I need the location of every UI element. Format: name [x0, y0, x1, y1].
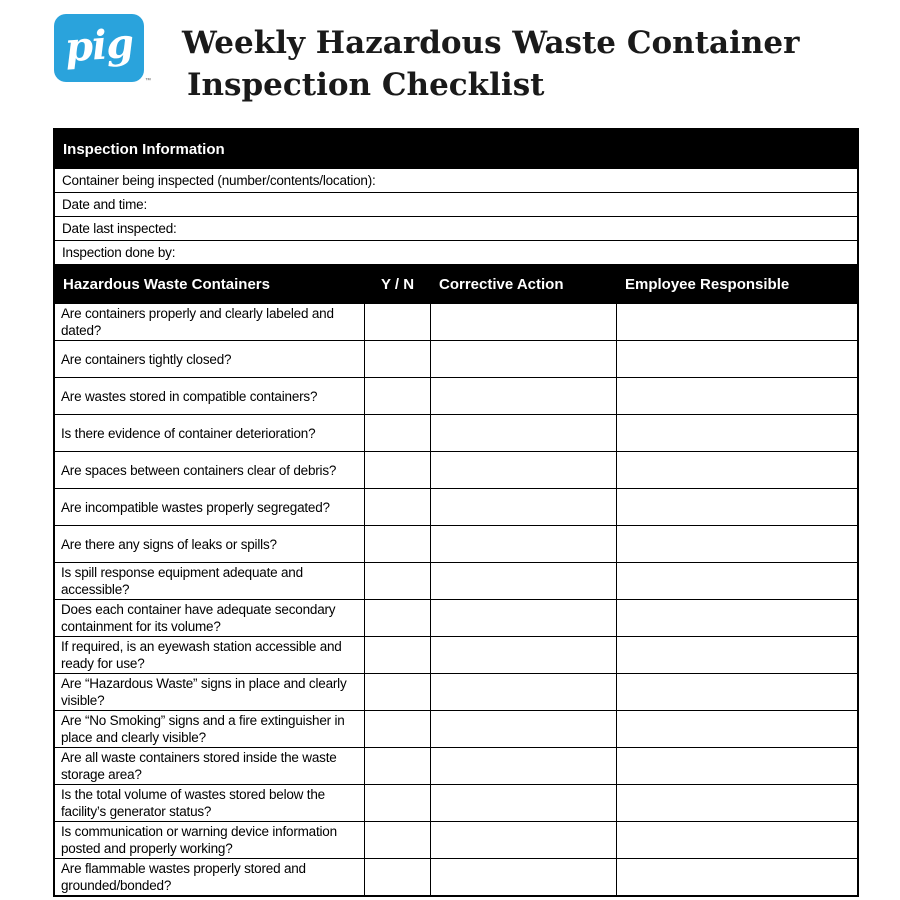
employee-responsible-cell[interactable]: [617, 526, 858, 563]
checklist-row: [55, 415, 858, 452]
checklist-row: [55, 489, 858, 526]
checklist-row: [55, 341, 858, 378]
logo-text: pig: [63, 19, 135, 72]
yn-cell[interactable]: [365, 748, 431, 785]
column-header-corrective-action: Corrective Action: [431, 265, 617, 304]
info-field-container[interactable]: Container being inspected (number/contents/location):: [55, 169, 858, 193]
question-text: Are wastes stored in compatible containers?: [55, 378, 365, 415]
info-field-inspected-by[interactable]: Inspection done by:: [55, 241, 858, 265]
corrective-action-cell[interactable]: [431, 822, 617, 859]
employee-responsible-cell[interactable]: [617, 378, 858, 415]
info-row: [55, 241, 858, 265]
corrective-action-cell[interactable]: [431, 674, 617, 711]
column-header-question: Hazardous Waste Containers: [55, 265, 365, 304]
checklist-row: [55, 674, 858, 711]
corrective-action-cell[interactable]: [431, 600, 617, 637]
yn-cell[interactable]: [365, 489, 431, 526]
corrective-action-cell[interactable]: [431, 489, 617, 526]
checklist-sheet: [53, 128, 859, 897]
question-text: Are “Hazardous Waste” signs in place and clearly visible?: [55, 674, 365, 711]
info-row: [55, 169, 858, 193]
question-text: Are there any signs of leaks or spills?: [55, 526, 365, 563]
question-text: Are incompatible wastes properly segregated?: [55, 489, 365, 526]
checklist-row: [55, 859, 858, 896]
checklist-row: [55, 637, 858, 674]
corrective-action-cell[interactable]: [431, 415, 617, 452]
inspection-table: [54, 129, 858, 896]
checklist-row: [55, 304, 858, 341]
checklist-column-headers: [55, 265, 858, 304]
yn-cell[interactable]: [365, 859, 431, 896]
employee-responsible-cell[interactable]: [617, 637, 858, 674]
yn-cell[interactable]: [365, 526, 431, 563]
yn-cell[interactable]: [365, 637, 431, 674]
employee-responsible-cell[interactable]: [617, 785, 858, 822]
inspection-info-heading: Inspection Information: [55, 130, 858, 169]
question-text: Does each container have adequate secondary containment for its volume?: [55, 600, 365, 637]
inspection-info-fields: [55, 169, 858, 304]
yn-cell[interactable]: [365, 415, 431, 452]
checklist-row: [55, 711, 858, 748]
corrective-action-cell[interactable]: [431, 526, 617, 563]
page-title: [182, 22, 800, 106]
checklist-row: [55, 378, 858, 415]
corrective-action-cell[interactable]: [431, 563, 617, 600]
yn-cell[interactable]: [365, 563, 431, 600]
corrective-action-cell[interactable]: [431, 341, 617, 378]
employee-responsible-cell[interactable]: [617, 452, 858, 489]
pig-logo: [54, 14, 151, 84]
question-text: Is there evidence of container deterioration?: [55, 415, 365, 452]
question-text: Are “No Smoking” signs and a fire extinguisher in place and clearly visible?: [55, 711, 365, 748]
employee-responsible-cell[interactable]: [617, 859, 858, 896]
corrective-action-cell[interactable]: [431, 378, 617, 415]
info-row: [55, 217, 858, 241]
yn-cell[interactable]: [365, 711, 431, 748]
employee-responsible-cell[interactable]: [617, 489, 858, 526]
yn-cell[interactable]: [365, 378, 431, 415]
inspection-info-header-row: [55, 130, 858, 169]
employee-responsible-cell[interactable]: [617, 711, 858, 748]
info-field-date-time[interactable]: Date and time:: [55, 193, 858, 217]
question-text: Are flammable wastes properly stored and grounded/bonded?: [55, 859, 365, 896]
column-header-yn: Y / N: [365, 265, 431, 304]
yn-cell[interactable]: [365, 341, 431, 378]
yn-cell[interactable]: [365, 674, 431, 711]
checklist-row: [55, 452, 858, 489]
column-header-employee-responsible: Employee Responsible: [617, 265, 858, 304]
question-text: Is the total volume of wastes stored below the facility’s generator status?: [55, 785, 365, 822]
info-row: [55, 193, 858, 217]
employee-responsible-cell[interactable]: [617, 674, 858, 711]
corrective-action-cell[interactable]: [431, 304, 617, 341]
title-line-2: Inspection Checklist: [187, 67, 545, 103]
trademark-mark: ™: [145, 78, 151, 84]
question-text: Are containers tightly closed?: [55, 341, 365, 378]
corrective-action-cell[interactable]: [431, 785, 617, 822]
corrective-action-cell[interactable]: [431, 637, 617, 674]
employee-responsible-cell[interactable]: [617, 415, 858, 452]
checklist-row: [55, 526, 858, 563]
corrective-action-cell[interactable]: [431, 748, 617, 785]
employee-responsible-cell[interactable]: [617, 304, 858, 341]
checklist-row: [55, 785, 858, 822]
checklist-questions: [55, 304, 858, 896]
yn-cell[interactable]: [365, 822, 431, 859]
yn-cell[interactable]: [365, 785, 431, 822]
question-text: Are spaces between containers clear of debris?: [55, 452, 365, 489]
employee-responsible-cell[interactable]: [617, 748, 858, 785]
question-text: Is communication or warning device information posted and properly working?: [55, 822, 365, 859]
question-text: Are containers properly and clearly labeled and dated?: [55, 304, 365, 341]
question-text: Are all waste containers stored inside the waste storage area?: [55, 748, 365, 785]
corrective-action-cell[interactable]: [431, 859, 617, 896]
yn-cell[interactable]: [365, 600, 431, 637]
question-text: Is spill response equipment adequate and accessible?: [55, 563, 365, 600]
info-field-date-last-inspected[interactable]: Date last inspected:: [55, 217, 858, 241]
employee-responsible-cell[interactable]: [617, 822, 858, 859]
checklist-row: [55, 600, 858, 637]
corrective-action-cell[interactable]: [431, 452, 617, 489]
yn-cell[interactable]: [365, 452, 431, 489]
employee-responsible-cell[interactable]: [617, 341, 858, 378]
question-text: If required, is an eyewash station accessible and ready for use?: [55, 637, 365, 674]
checklist-row: [55, 748, 858, 785]
checklist-row: [55, 822, 858, 859]
employee-responsible-cell[interactable]: [617, 563, 858, 600]
corrective-action-cell[interactable]: [431, 711, 617, 748]
employee-responsible-cell[interactable]: [617, 600, 858, 637]
checklist-row: [55, 563, 858, 600]
title-line-1: Weekly Hazardous Waste Container: [182, 25, 800, 61]
yn-cell[interactable]: [365, 304, 431, 341]
